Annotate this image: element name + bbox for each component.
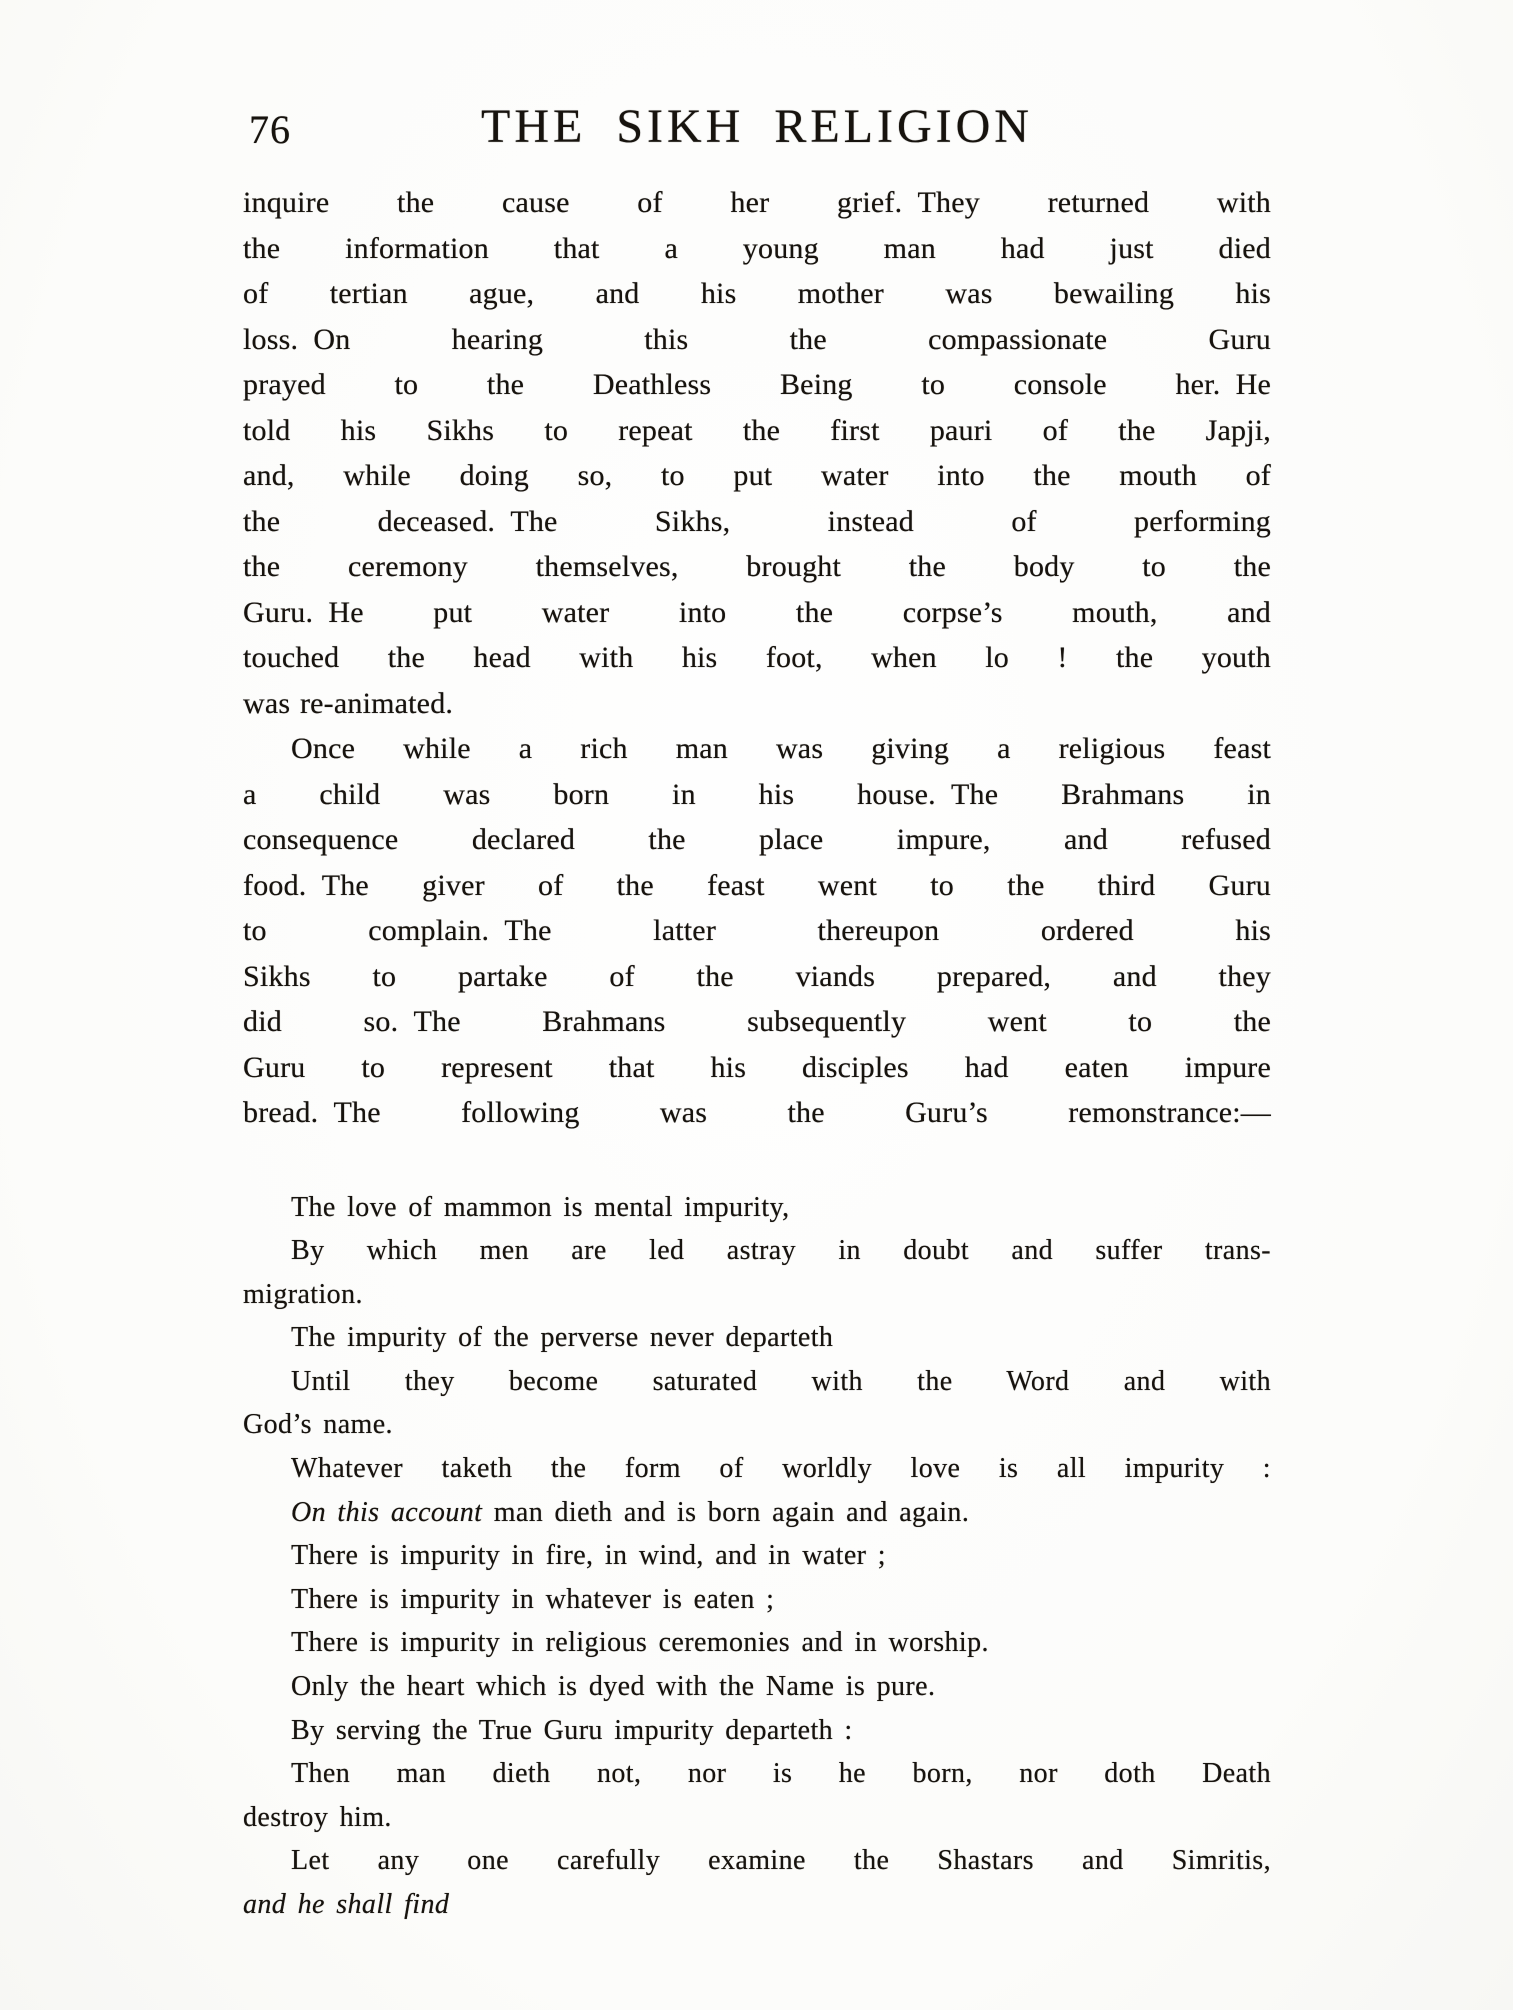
italic-text-segment: and he shall find — [243, 1889, 450, 1920]
text-line — [243, 772, 1271, 818]
text-segment: the ceremony themselves, brought the body to the — [243, 550, 1271, 583]
text-line — [243, 999, 1271, 1045]
verse-section — [243, 1186, 1271, 1927]
text-line — [243, 408, 1271, 454]
verse-line — [243, 1709, 1271, 1753]
text-segment: the information that a young man had just died — [243, 231, 1271, 265]
page-header — [243, 100, 1271, 154]
text-line — [243, 180, 1271, 226]
text-segment: destroy him. — [243, 1801, 392, 1833]
text-segment: loss. On hearing this the compassionate Guru — [243, 322, 1271, 356]
text-segment: Once while a rich man was giving a religious feast — [291, 732, 1271, 765]
text-line — [243, 317, 1271, 363]
text-segment: There is impurity in religious ceremonies and in worship. — [291, 1627, 989, 1659]
verse-line — [243, 1752, 1271, 1796]
prose-section — [243, 180, 1271, 1136]
verse-line — [243, 1403, 1271, 1447]
text-line — [243, 226, 1271, 272]
text-segment: man dieth and is born again and again. — [482, 1496, 970, 1528]
text-segment: By which men are led astray in doubt and suffer trans- — [291, 1235, 1271, 1267]
text-segment: did so. The Brahmans subsequently went to the — [243, 1005, 1271, 1038]
text-segment: Until they become saturated with the Word and with — [291, 1365, 1271, 1397]
text-line — [243, 863, 1271, 909]
verse-line — [243, 1883, 1271, 1927]
verse-line — [243, 1665, 1271, 1709]
text-segment: of tertian ague, and his mother was bewailing his — [243, 277, 1271, 310]
text-segment: the deceased. The Sikhs, instead of performing — [243, 504, 1271, 538]
italic-text-segment: On this account — [291, 1496, 483, 1528]
text-segment: By serving the True Guru impurity departeth : — [291, 1714, 853, 1746]
text-line — [243, 590, 1271, 636]
text-line — [243, 362, 1271, 408]
text-segment: food. The giver of the feast went to the third Guru — [243, 868, 1271, 902]
paragraph-2 — [243, 726, 1271, 1136]
text-segment: touched the head with his foot, when lo ! the youth — [243, 641, 1271, 674]
text-line — [243, 954, 1271, 1000]
text-line — [243, 1090, 1271, 1136]
paragraph-1 — [243, 180, 1271, 726]
text-segment: prayed to the Deathless Being to console her. He — [243, 368, 1271, 401]
text-segment: to complain. The latter thereupon ordered his — [243, 914, 1271, 947]
text-segment: Guru. He put water into the corpse’s mouth, and — [243, 595, 1271, 629]
text-segment: Sikhs to partake of the viands prepared, and they — [243, 959, 1271, 993]
text-line — [243, 817, 1271, 863]
text-segment: and, while doing so, to put water into the mouth of — [243, 459, 1271, 492]
text-segment: Whatever taketh the form of worldly love is all impurity : — [291, 1453, 1271, 1485]
verse-line — [243, 1796, 1271, 1840]
text-line — [243, 908, 1271, 954]
text-line — [243, 544, 1271, 590]
text-segment: bread. The following was the Guru’s remonstrance:— — [243, 1096, 1271, 1129]
text-segment: was re-animated. — [243, 686, 454, 720]
text-line — [243, 271, 1271, 317]
verse-line — [243, 1491, 1271, 1535]
text-segment: Only the heart which is dyed with the Name is pure. — [291, 1671, 936, 1703]
text-segment: a child was born in his house. The Brahmans in — [243, 777, 1271, 811]
text-segment: Then man dieth not, nor is he born, nor doth Death — [291, 1758, 1271, 1790]
text-segment: The love of mammon is mental impurity, — [291, 1191, 790, 1223]
verse-line — [243, 1229, 1271, 1273]
verse-line — [243, 1578, 1271, 1622]
text-line — [243, 499, 1271, 545]
text-segment: told his Sikhs to repeat the first pauri of the Japji, — [243, 413, 1271, 447]
text-segment: God’s name. — [243, 1409, 393, 1441]
verse-line — [243, 1360, 1271, 1404]
text-segment: The impurity of the perverse never departeth — [291, 1322, 834, 1354]
verse-line — [243, 1447, 1271, 1491]
verse-line — [243, 1839, 1271, 1883]
verse-line — [243, 1534, 1271, 1578]
text-segment: There is impurity in whatever is eaten ; — [291, 1583, 775, 1615]
text-segment: There is impurity in fire, in wind, and in water ; — [291, 1540, 886, 1572]
text-segment: migration. — [243, 1278, 363, 1310]
text-line — [243, 1045, 1271, 1091]
verse-line — [243, 1316, 1271, 1360]
text-segment: inquire the cause of her grief. They returned with — [243, 186, 1271, 219]
text-line — [243, 681, 1271, 727]
verse-line — [243, 1621, 1271, 1665]
page-number: 76 — [249, 107, 291, 152]
text-segment: Let any one carefully examine the Shastars and Simritis, — [291, 1845, 1271, 1877]
page-title: THE SIKH RELIGION — [481, 100, 1033, 153]
verse-line — [243, 1273, 1271, 1317]
verse-line — [243, 1186, 1271, 1230]
text-line — [243, 635, 1271, 681]
page-body — [243, 180, 1271, 1927]
text-line — [243, 726, 1271, 772]
text-segment: consequence declared the place impure, and refused — [243, 823, 1271, 856]
text-line — [243, 453, 1271, 499]
text-segment: Guru to represent that his disciples had eaten impure — [243, 1050, 1271, 1084]
